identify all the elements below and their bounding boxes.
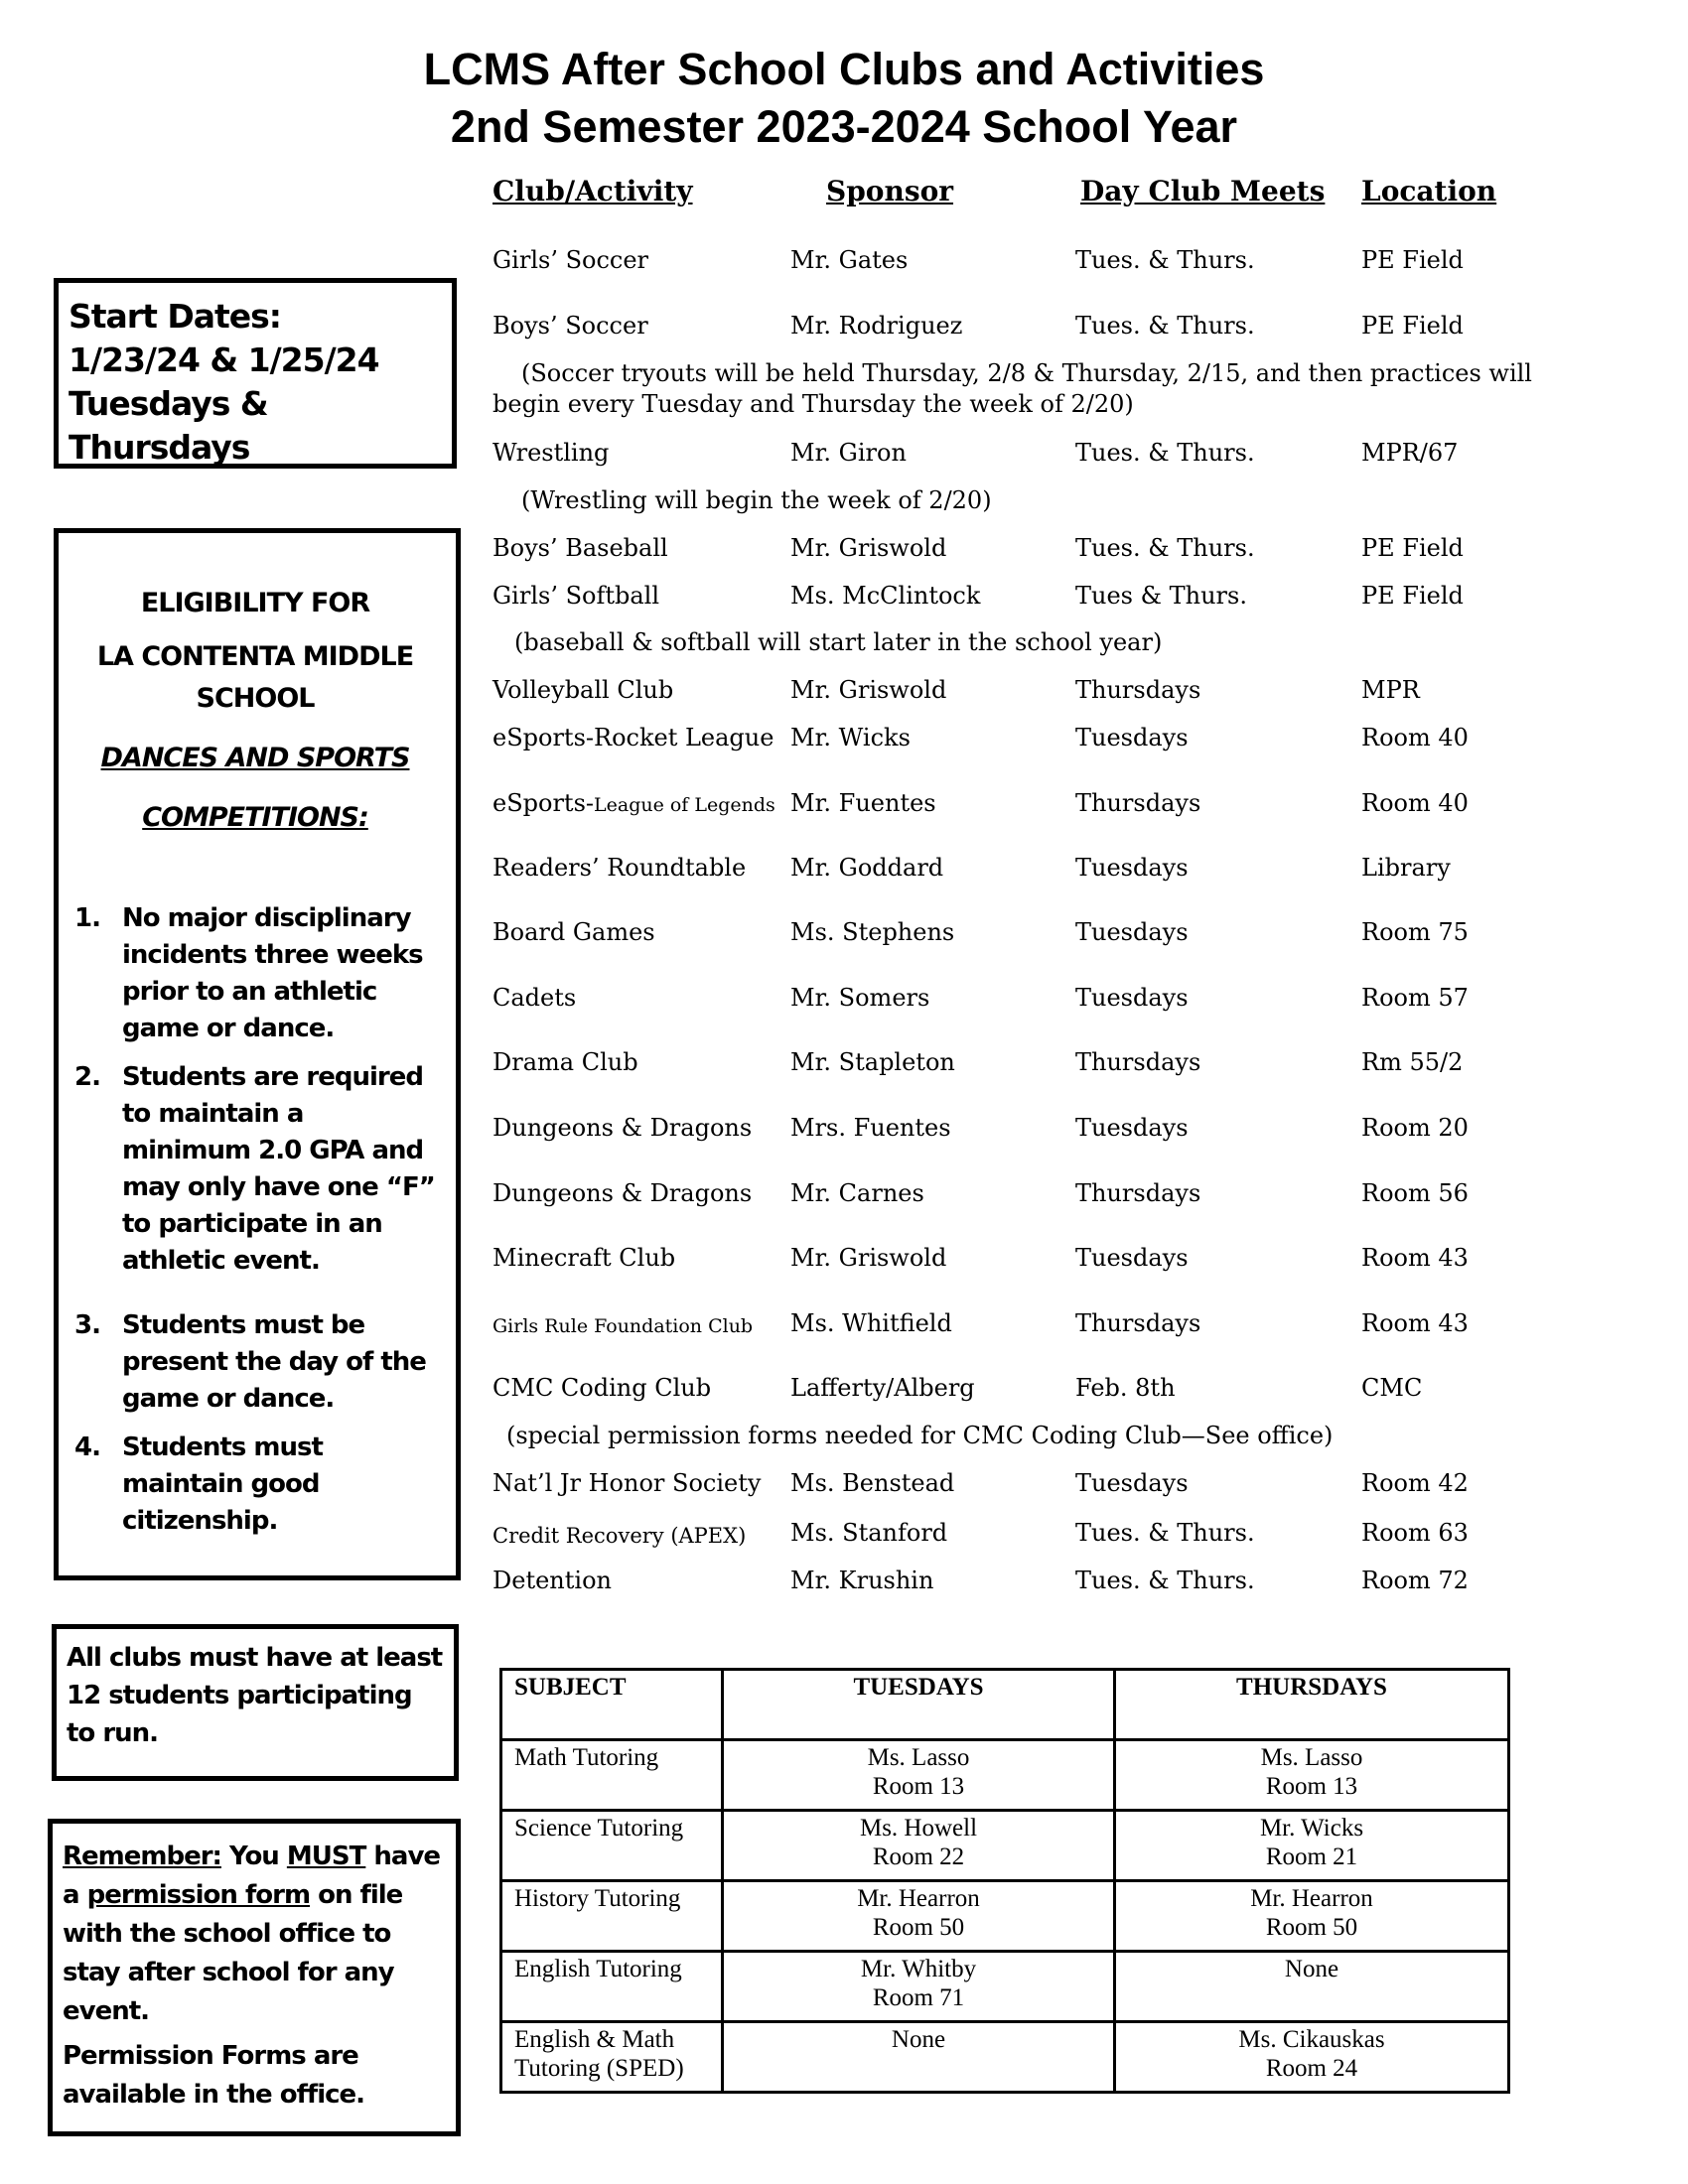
tutor-name: Mr. Wicks — [1259, 1815, 1364, 1842]
club-day: Feb. 8th — [1075, 1374, 1176, 1402]
remember-must: MUST — [286, 1842, 366, 1871]
tutoring-row — [501, 1952, 1509, 2022]
tutoring-subject: History Tutoring — [501, 1881, 723, 1952]
tutoring-subject: Math Tutoring — [501, 1740, 723, 1811]
tutor-name: Mr. Whitby — [860, 1956, 977, 1982]
tutor-name: Ms. Howell — [859, 1815, 978, 1842]
club-location: Room 75 — [1361, 918, 1469, 946]
club-sponsor: Mr. Somers — [790, 984, 930, 1012]
club-day: Tuesdays — [1075, 1114, 1189, 1142]
eligibility-heading-line: ELIGIBILITY FOR — [140, 588, 370, 618]
club-sponsor: Mr. Griswold — [790, 676, 947, 704]
club-name: Readers’ Roundtable — [492, 854, 747, 882]
club-sponsor: Mr. Gates — [790, 246, 909, 274]
tutor-room: Room 71 — [872, 1984, 965, 2011]
club-day: Tuesdays — [1075, 1244, 1189, 1272]
club-day: Tuesdays — [1075, 918, 1189, 946]
club-day: Thursdays — [1075, 1309, 1201, 1337]
tutoring-header-row — [501, 1670, 1509, 1740]
tutor-name: None — [891, 2026, 946, 2053]
page-subtitle: 2nd Semester 2023-2024 School Year — [450, 101, 1238, 152]
club-day: Thursdays — [1075, 1048, 1201, 1076]
club-sponsor: Mr. Giron — [790, 439, 907, 467]
tutoring-thursday — [1115, 1881, 1509, 1952]
club-name: Boys’ Baseball — [492, 534, 668, 562]
tutoring-row — [501, 2022, 1509, 2093]
tutoring-tuesday — [723, 2022, 1115, 2093]
club-location: Room 57 — [1361, 984, 1469, 1012]
eligibility-heading-line: COMPETITIONS: — [142, 802, 368, 833]
soccer-note-line1: (Soccer tryouts will be held Thursday, 2/8 & Thursday, 2/15, and then practices will — [521, 359, 1532, 387]
club-day: Tues. & Thurs. — [1075, 1519, 1255, 1547]
club-sponsor: Ms. Whitfield — [790, 1309, 952, 1337]
club-day: Tues. & Thurs. — [1075, 312, 1255, 340]
eligibility-item-number: 4. — [74, 1433, 100, 1462]
club-location: MPR/67 — [1361, 439, 1459, 467]
club-name: Wrestling — [492, 439, 610, 467]
remember-box — [48, 1819, 461, 2136]
tutor-room: Room 13 — [1265, 1773, 1358, 1800]
club-location: Room 43 — [1361, 1309, 1469, 1337]
club-name: Drama Club — [492, 1048, 638, 1076]
tutor-room: Room 50 — [1265, 1914, 1358, 1941]
tutor-name: None — [1284, 1956, 1339, 1982]
tutoring-subject: English Tutoring — [501, 1952, 723, 2022]
eligibility-item — [74, 1430, 436, 1540]
clubs-minimum-notice: All clubs must have at least 12 students participating to run. — [52, 1624, 459, 1781]
club-location: CMC — [1361, 1374, 1423, 1402]
eligibility-item-text: No major disciplinary incidents three weeks prior to an athletic game or dance. — [122, 903, 423, 1043]
tutoring-thursday — [1115, 1811, 1509, 1881]
eligibility-item-text: Students must be present the day of the game or dance. — [122, 1310, 426, 1414]
club-location: Room 40 — [1361, 789, 1469, 817]
club-sponsor: Lafferty/Alberg — [790, 1374, 975, 1402]
remember-permission-form: permission form — [86, 1880, 311, 1910]
tutor-room: Room 24 — [1265, 2055, 1358, 2082]
eligibility-item — [74, 900, 436, 1047]
tutoring-tuesday — [723, 1952, 1115, 2022]
club-day: Tues & Thurs. — [1075, 582, 1247, 610]
club-sponsor: Mr. Carnes — [790, 1179, 924, 1207]
eligibility-list — [74, 900, 436, 1540]
start-dates-box — [54, 278, 457, 469]
eligibility-item-text: Students must maintain good citizenship. — [122, 1433, 323, 1536]
club-name: Credit Recovery (APEX) — [492, 1524, 747, 1548]
club-sponsor: Mr. Stapleton — [790, 1048, 955, 1076]
page-title: LCMS After School Clubs and Activities — [423, 44, 1265, 94]
column-header-sponsor: Sponsor — [826, 175, 954, 207]
club-name — [492, 788, 775, 820]
start-dates-days: Tuesdays & Thursdays — [69, 384, 268, 467]
tutoring-tuesday — [723, 1740, 1115, 1811]
club-location: Rm 55/2 — [1361, 1048, 1464, 1076]
eligibility-item-number: 2. — [74, 1062, 100, 1092]
club-sponsor: Mr. Griswold — [790, 534, 947, 562]
club-location: PE Field — [1361, 534, 1464, 562]
club-location: Room 56 — [1361, 1179, 1469, 1207]
eligibility-item — [74, 1307, 436, 1418]
club-sponsor: Mr. Wicks — [790, 724, 911, 751]
tutor-name: Ms. Cikauskas — [1238, 2026, 1385, 2053]
club-location: Room 43 — [1361, 1244, 1469, 1272]
remember-label: Remember: — [63, 1842, 221, 1871]
tutoring-header-subject: SUBJECT — [501, 1670, 723, 1740]
club-sponsor: Ms. McClintock — [790, 582, 981, 610]
tutoring-thursday — [1115, 1952, 1509, 2022]
club-sponsor: Ms. Stanford — [790, 1519, 948, 1547]
club-name: Girls Rule Foundation Club — [492, 1315, 754, 1337]
club-sponsor: Ms. Stephens — [790, 918, 955, 946]
club-name: Cadets — [492, 984, 577, 1012]
remember-text — [63, 1838, 446, 2031]
eligibility-heading-line: LA CONTENTA MIDDLE — [96, 641, 414, 672]
tutor-name: Ms. Lasso — [1260, 1744, 1363, 1771]
permission-forms-note: Permission Forms are available in the office. — [63, 2041, 365, 2110]
wrestling-note: (Wrestling will begin the week of 2/20) — [521, 486, 992, 514]
eligibility-item-number: 1. — [74, 903, 100, 933]
tutoring-table — [499, 1668, 1510, 2094]
tutoring-subject: Science Tutoring — [501, 1811, 723, 1881]
club-name-main: eSports- — [492, 789, 594, 817]
club-sponsor: Mr. Fuentes — [790, 789, 936, 817]
club-day: Tuesdays — [1075, 854, 1189, 882]
eligibility-item-number: 3. — [74, 1310, 100, 1340]
baseball-note: (baseball & softball will start later in the school year) — [514, 628, 1163, 656]
remember-you: You — [229, 1842, 279, 1871]
club-sponsor: Mr. Goddard — [790, 854, 944, 882]
tutoring-tuesday — [723, 1811, 1115, 1881]
club-day: Thursdays — [1075, 676, 1201, 704]
tutoring-header-thursdays: THURSDAYS — [1115, 1670, 1509, 1740]
club-day: Tuesdays — [1075, 724, 1189, 751]
club-name: Detention — [492, 1567, 612, 1594]
column-header-location: Location — [1361, 175, 1497, 207]
club-name: Girls’ Softball — [492, 582, 660, 610]
club-sponsor: Ms. Benstead — [790, 1469, 955, 1497]
club-location: Room 40 — [1361, 724, 1469, 751]
club-name: eSports-Rocket League — [492, 724, 774, 751]
eligibility-heading-line: DANCES AND SPORTS — [100, 743, 410, 773]
club-location: Room 20 — [1361, 1114, 1469, 1142]
tutoring-subject: English & Math Tutoring (SPED) — [501, 2022, 723, 2093]
club-name: Board Games — [492, 918, 655, 946]
club-name: Girls’ Soccer — [492, 246, 649, 274]
cmc-note: (special permission forms needed for CMC Coding Club—See office) — [506, 1422, 1334, 1449]
club-sponsor: Mr. Rodriguez — [790, 312, 963, 340]
soccer-note-line2: begin every Tuesday and Thursday the week of 2/20) — [492, 390, 1134, 418]
eligibility-item-text: Students are required to maintain a minimum 2.0 GPA and may only have one “F” to participate in an athletic event. — [122, 1062, 435, 1276]
tutor-room: Room 21 — [1265, 1843, 1358, 1870]
club-name: Dungeons & Dragons — [492, 1179, 753, 1207]
tutor-name: Ms. Lasso — [867, 1744, 970, 1771]
club-day: Tuesdays — [1075, 1469, 1189, 1497]
tutoring-thursday — [1115, 1740, 1509, 1811]
club-day: Thursdays — [1075, 1179, 1201, 1207]
tutoring-header-tuesdays: TUESDAYS — [723, 1670, 1115, 1740]
club-day: Thursdays — [1075, 789, 1201, 817]
remember-rest: on file with the school office to stay after school for any event. — [63, 1880, 403, 2026]
club-location: MPR — [1361, 676, 1420, 704]
club-location: PE Field — [1361, 246, 1464, 274]
club-location: Library — [1361, 854, 1451, 882]
club-day: Tues. & Thurs. — [1075, 534, 1255, 562]
club-location: PE Field — [1361, 582, 1464, 610]
club-name: Boys’ Soccer — [492, 312, 648, 340]
tutoring-tuesday — [723, 1881, 1115, 1952]
remember-have-a: have a — [63, 1842, 441, 1910]
tutor-room: Room 13 — [872, 1773, 965, 1800]
tutor-room: Room 22 — [872, 1843, 965, 1870]
eligibility-box — [54, 528, 461, 1580]
eligibility-item — [74, 1059, 436, 1280]
club-day: Tues. & Thurs. — [1075, 439, 1255, 467]
club-sponsor: Mrs. Fuentes — [790, 1114, 951, 1142]
column-header-club: Club/Activity — [492, 175, 693, 207]
tutor-name: Mr. Hearron — [857, 1885, 980, 1912]
club-sponsor: Mr. Griswold — [790, 1244, 947, 1272]
tutoring-row — [501, 1740, 1509, 1811]
club-name: CMC Coding Club — [492, 1374, 712, 1402]
start-dates-label: Start Dates: — [69, 297, 282, 336]
club-name: Volleyball Club — [492, 676, 674, 704]
tutor-name: Mr. Hearron — [1250, 1885, 1373, 1912]
club-sponsor: Mr. Krushin — [790, 1567, 934, 1594]
club-location: PE Field — [1361, 312, 1464, 340]
club-name-small: League of Legends — [594, 794, 775, 816]
club-day: Tues. & Thurs. — [1075, 246, 1255, 274]
club-day: Tuesdays — [1075, 984, 1189, 1012]
start-dates-values: 1/23/24 & 1/25/24 — [69, 341, 379, 379]
club-name: Nat’l Jr Honor Society — [492, 1469, 762, 1497]
club-name: Minecraft Club — [492, 1244, 676, 1272]
club-location: Room 42 — [1361, 1469, 1469, 1497]
eligibility-heading — [74, 583, 436, 839]
club-location: Room 72 — [1361, 1567, 1469, 1594]
tutoring-row — [501, 1811, 1509, 1881]
column-header-day: Day Club Meets — [1080, 175, 1326, 207]
tutoring-row — [501, 1881, 1509, 1952]
eligibility-heading-line: SCHOOL — [196, 683, 315, 714]
club-location: Room 63 — [1361, 1519, 1469, 1547]
tutor-room: Room 50 — [872, 1914, 965, 1941]
tutoring-thursday — [1115, 2022, 1509, 2093]
club-name: Dungeons & Dragons — [492, 1114, 753, 1142]
club-day: Tues. & Thurs. — [1075, 1567, 1255, 1594]
